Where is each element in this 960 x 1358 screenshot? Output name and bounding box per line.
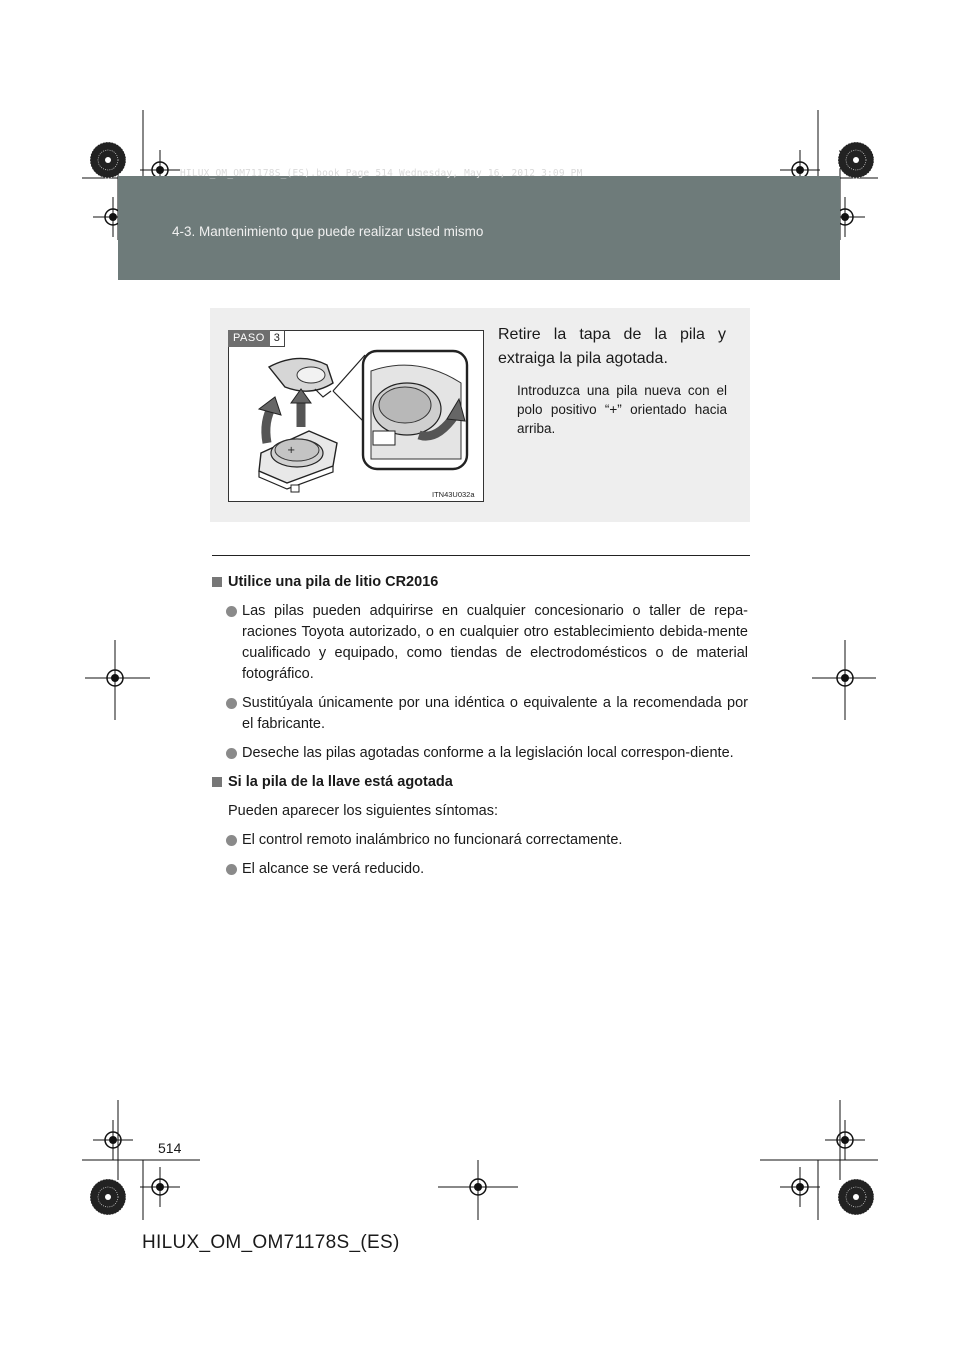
note-heading-text: Utilice una pila de litio CR2016 bbox=[228, 574, 439, 590]
bullet-item bbox=[212, 693, 748, 735]
step-badge-number: 3 bbox=[270, 330, 285, 347]
svg-text:+: + bbox=[287, 445, 296, 456]
step-note: Introduzca una pila nueva con el polo positivo “+” orientado hacia arriba. bbox=[517, 383, 727, 436]
figure-code: ITN43U032a bbox=[432, 490, 475, 499]
note-intro: Pueden aparecer los siguientes síntomas: bbox=[228, 803, 499, 819]
step-figure bbox=[228, 330, 484, 502]
square-bullet-icon bbox=[212, 777, 222, 787]
bullet-text: Las pilas pueden adquirirse en cualquier concesionario o taller de repa-raciones Toyota autorizado, o en cualquier otro establecimiento debida-mente cualificado y equipado, como tiendas de electrodomésticos o de material fotográfico. bbox=[242, 603, 748, 682]
circle-bullet-icon bbox=[226, 864, 237, 875]
note-heading bbox=[212, 572, 748, 593]
note-heading bbox=[212, 772, 748, 793]
step-heading: Retire la tapa de la pila y extraiga la pila agotada. bbox=[498, 326, 726, 367]
circle-bullet-icon bbox=[226, 835, 237, 846]
bullet-item bbox=[212, 743, 748, 764]
document-code: HILUX_OM_OM71178S_(ES) bbox=[142, 1232, 400, 1253]
step-badge bbox=[228, 330, 285, 347]
step-badge-label: PASO bbox=[228, 330, 270, 347]
page-number: 514 bbox=[158, 1140, 182, 1156]
section-divider bbox=[212, 555, 750, 556]
bullet-item bbox=[212, 830, 748, 851]
note-heading-text: Si la pila de la llave está agotada bbox=[228, 774, 453, 790]
bullet-text: Sustitúyala únicamente por una idéntica o equivalente a la recomendada por el fabricante. bbox=[242, 695, 748, 732]
bullet-text: El control remoto inalámbrico no funcionará correctamente. bbox=[242, 832, 623, 848]
circle-bullet-icon bbox=[226, 698, 237, 709]
bullet-text: El alcance se verá reducido. bbox=[242, 861, 425, 877]
key-battery-illustration bbox=[229, 331, 483, 501]
circle-bullet-icon bbox=[226, 606, 237, 617]
bullet-text: Deseche las pilas agotadas conforme a la legislación local correspon-diente. bbox=[242, 745, 734, 761]
square-bullet-icon bbox=[212, 577, 222, 587]
circle-bullet-icon bbox=[226, 748, 237, 759]
file-stamp: HILUX_OM_OM71178S_(ES).book Page 514 Wednesday, May 16, 2012 3:09 PM bbox=[180, 168, 583, 179]
bullet-item bbox=[212, 859, 748, 880]
notes-content bbox=[212, 572, 748, 888]
bullet-item bbox=[212, 601, 748, 685]
section-title: 4-3. Mantenimiento que puede realizar usted mismo bbox=[172, 224, 484, 239]
